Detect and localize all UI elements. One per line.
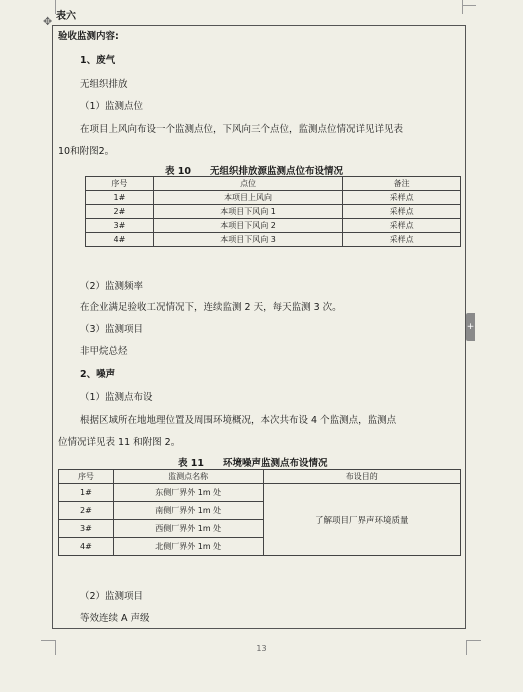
table11-header-row [59,470,461,484]
table-cell: 1# [59,484,114,502]
table-row [86,233,461,247]
table-cell: 采样点 [343,191,461,205]
s1-sub: 无组织排放 [80,79,128,90]
table11 [58,469,461,556]
expand-tab-icon[interactable]: + [466,313,475,341]
table11-purpose-cell: 了解项目厂界声环境质量 [263,484,461,556]
table-cell: 本项目下风向 3 [153,233,342,247]
table10 [85,176,461,247]
s2-para-line2: 位情况详见表 11 和附图 2。 [58,437,181,448]
s2-title: 2、噪声 [80,369,116,380]
s1-title: 1、废气 [80,55,116,66]
table-cell: 4# [59,538,114,556]
page-number: 13 [256,644,267,653]
s1-item2: （2）监测频率 [80,281,144,292]
table11-header-cell: 监测点名称 [113,470,263,484]
table-cell: 南侧厂界外 1m 处 [113,502,263,520]
table-cell: 本项目上风向 [153,191,342,205]
s2-project: 等效连续 A 声级 [80,613,150,624]
s1-item3: （3）监测项目 [80,324,144,335]
table10-header-row [86,177,461,191]
table-cell: 1# [86,191,154,205]
table-cell: 4# [86,233,154,247]
table-row [86,191,461,205]
table11-header-cell: 布设目的 [263,470,461,484]
table11-title: 表 11 环境噪声监测点布设情况 [178,458,328,469]
table-cell: 3# [86,219,154,233]
table10-header-cell: 序号 [86,177,154,191]
s2-item1: （1）监测点布设 [80,392,153,403]
table-row [59,484,461,502]
table-cell: 3# [59,520,114,538]
move-handle-icon[interactable]: ✥ [43,15,53,28]
crop-mark-top-left [41,0,56,14]
s1-para-line2: 10和附图2。 [58,146,115,157]
table-cell: 西侧厂界外 1m 处 [113,520,263,538]
table-cell: 2# [59,502,114,520]
table10-header-cell: 点位 [153,177,342,191]
s2-para-line1: 根据区域所在地地理位置及周围环境概况，本次共布设 4 个监测点，监测点 [80,415,397,426]
table10-header-cell: 备注 [343,177,461,191]
table-cell: 北侧厂界外 1m 处 [113,538,263,556]
table-cell: 采样点 [343,233,461,247]
s1-project: 非甲烷总烃 [80,346,128,357]
s1-para-line1: 在项目上风向布设一个监测点位，下风向三个点位，监测点位情况详见详见表 [80,124,404,135]
table-cell: 本项目下风向 1 [153,205,342,219]
section-title: 验收监测内容: [58,31,119,42]
table-cell: 采样点 [343,219,461,233]
s1-item1: （1）监测点位 [80,101,144,112]
table-row [86,219,461,233]
table-cell: 2# [86,205,154,219]
table10-title: 表 10 无组织排放源监测点位布设情况 [165,166,344,177]
table-cell: 采样点 [343,205,461,219]
header-label: 表六 [56,11,76,22]
crop-mark-top-right-v [462,0,477,14]
table-cell: 本项目下风向 2 [153,219,342,233]
table-cell: 东侧厂界外 1m 处 [113,484,263,502]
table11-header-cell: 序号 [59,470,114,484]
s2-item2: （2）监测项目 [80,591,144,602]
s1-freq: 在企业满足验收工况情况下，连续监测 2 天，每天监测 3 次。 [80,302,342,313]
table-row [86,205,461,219]
